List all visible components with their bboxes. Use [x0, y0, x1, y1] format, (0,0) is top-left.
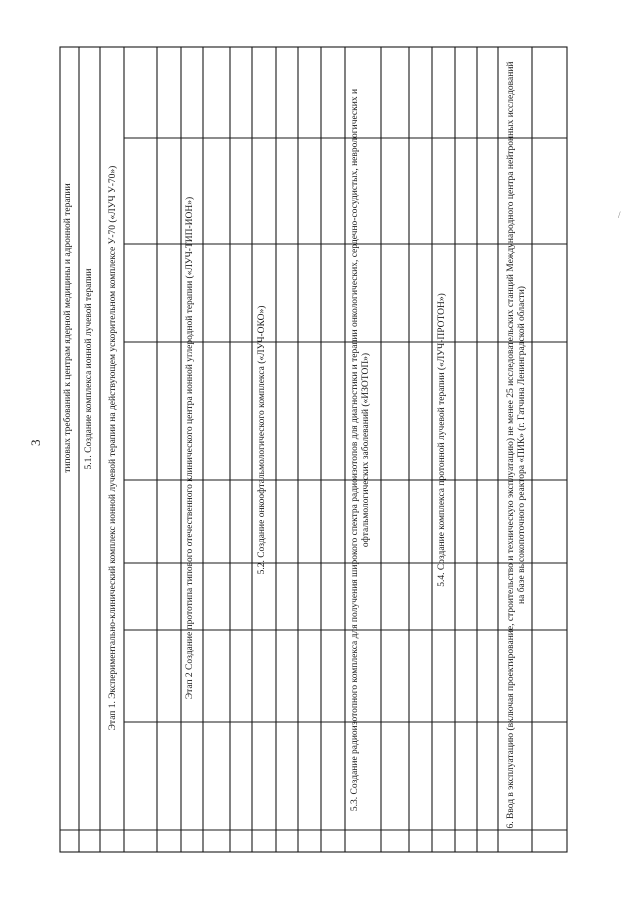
- margin-mark: /: [618, 210, 621, 220]
- section-5-4-caption: 5.4. Создание комплекса протонной лучевой терапии («ЛУЧ-ПРОТОН»): [437, 293, 447, 587]
- stage-2-caption: Этап 2 Создание прототипа типового отечественного клинического центра ионной углеродной терапии («ЛУЧ-ТИП-ИОН»): [185, 196, 195, 700]
- section-5-1-caption: 5.1. Создание комплекса ионной лучевой терапии: [84, 268, 94, 470]
- section-6-caption: 6. Ввод в эксплуатацию (включая проектирование, строительство и техническую эксплуатацию) не менее 25 исследовательских станций Международного центра нейтронных исследований на базе высокопоточного реактора «ПИК» (г. Гатчина Ленинградской области): [506, 61, 527, 829]
- page-number: 3: [28, 439, 43, 446]
- stage-1-caption: Этап 1. Экспериментально-клинический комплекс ионной лучевой терапии на действующем ускорительном комплексе У-70 («ЛУЧ У-70»): [108, 165, 118, 731]
- table-frame: [60, 47, 567, 852]
- section-5-2-caption: 5.2. Создание онкоофтальмологического комплекса («ЛУЧ-ОКО»): [257, 305, 267, 575]
- group-header-caption: типовых требований к центрам ядерной медицины и адронной терапии: [63, 183, 73, 473]
- section-5-3-caption: 5.3. Создание радиоизотопного комплекса для получения широкого спектра радиоизотопов для диагностики и терапии онкологических, сердечно-сосудистых, неврологических и офтальмологических заболеваний («ИЗОТОП»): [350, 88, 371, 812]
